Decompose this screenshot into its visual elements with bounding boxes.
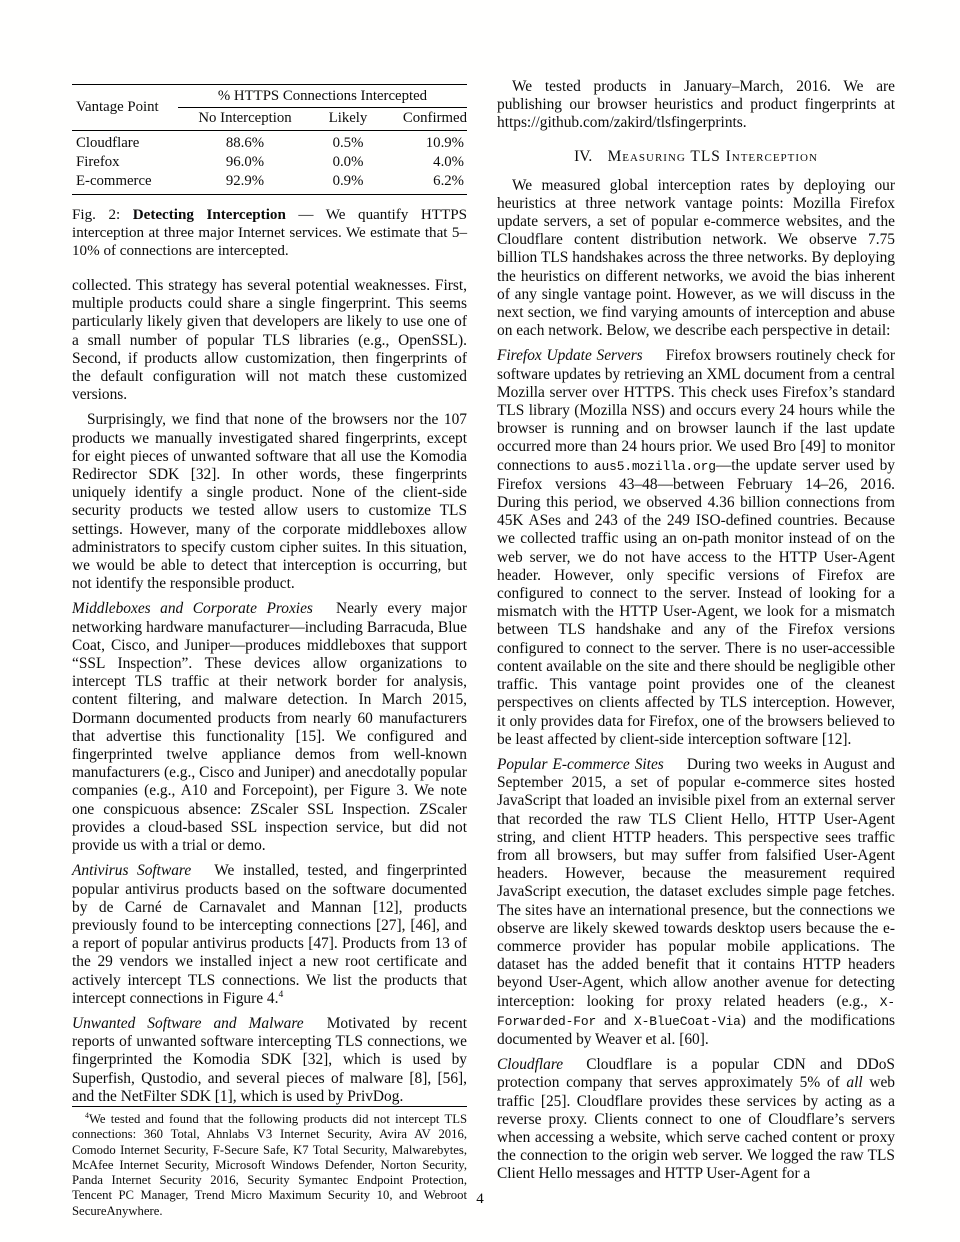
figure-2-table [72,84,467,195]
text-run: Nearly every major networking hardware manufacturer—including Barracuda, Blue Coat, Cisco, and Juniper—produces middleboxes that support “SSL Inspection”. These devices allow organizations to intercept TLS traffic at their network border for analysis, content filtering, and malware detection. In March 2015, Dormann documented products from nearly 60 manufacturers that advertise this functionality [15]. We configured and fingerprinted twelve appliance demos from well-known manufacturers (e.g., Cisco and Juniper) and anecdotally popular companies (e.g., A10 and Forcepoint), per Figure 3. We note one conspicuous absence: ZScaler SSL Inspection. ZScaler provides a cloud-based SSL inspection service, but did not provide us with a trial or demo. [72,600,467,855]
text-run-mono: X-Forwarded-For [497,994,895,1029]
text-run: —the update server used by Firefox versions 43–48—between February 14–26, 2016. During this period, we observed 4.36 billion connections from 45K ASes and 243 of the 249 ISO-defined countries. Because we collected traffic using an on-path monitor instead of on the web server, we do not have access to the HTTP User-Agent header. However, only specific versions of Firefox are configured to connect to the server. Instead of looking for a mismatch with the HTTP User-Agent, we look for a mismatch between TLS handshake and any of the Firefox versions configured to connect to the server. There is no user-accessible content available on the site and there should be negligible other traffic. This vantage point provides one of the cleanest perspectives on clients affected by TLS interception. However, it only provides data for Firefox, one of the browsers believed to be least affected by client-side interception software [12]. [497,456,895,748]
text-run: We tested products in January–March, 2016. We are publishing our browser heuristics and product fingerprints at https://github.com/zakird/tlsfingerprints. [497,78,895,132]
table-cell-label: E-commerce [76,173,152,189]
page-number: 4 [476,1191,484,1207]
lead-paragraph [497,347,895,748]
table-cell-value: 0.0% [332,154,364,170]
paragraph-lead-heading: Antivirus Software [72,862,192,880]
figure-caption-title: Detecting Interception [132,207,286,223]
right-column [497,78,895,1184]
text-run: Firefox browsers routinely check for software updates by retrieving an XML document from a central Mozilla server over HTTPS. This check uses Firefox’s standard TLS library (Mozilla NSS) and occurs every 24 hours while the browser is running and on browser launch if the last update occurred more than 24 hours prior. We used Bro [49] to monitor connections to [497,347,895,474]
lead-paragraph [497,1056,895,1183]
left-column [72,84,468,1218]
table-cell-value: 0.5% [332,135,364,151]
section-heading [497,148,895,166]
table-cell-value: 0.9% [332,173,364,189]
text-run: Motivated by recent reports of unwanted software intercepting TLS connections, we fingerprinted the Komodia SDK [32], which is used by Superfish, Qustodio, and several pieces of malware [8], [56], and the NetFilter SDK [1], which is used by PrivDog. [72,1014,468,1105]
text-run: Cloudflare is a popular CDN and DDoS protection company that serves approximately 5% of [497,1056,895,1092]
lead-paragraph [72,600,467,855]
table-cell-label: Firefox [76,154,120,170]
section-number: IV. [574,147,593,165]
table-cell-value: 92.9% [225,173,265,189]
lead-paragraph [72,1015,467,1106]
text-run: We measured global interception rates by deploying our heuristics at three network vantage points: Mozilla Firefox update servers, a set of popular e-commerce websites, and the Cloudflare content distribution network. We observe 7.75 billion TLS handshakes across the three networks. By deploying the heuristics on different networks, we avoid the bias inherent of any single vantage point. However, as we will discuss in the next section, we find varying amounts of interception and abuse on each network. Below, we describe each perspective in detail: [497,176,895,340]
table-cell-value: 88.6% [225,135,265,151]
lead-paragraph [72,862,467,1008]
paragraph-lead-heading: Firefox Update Servers [497,347,643,365]
section-title: Measuring TLS Interception [607,147,818,165]
text-run-mono: aus5.mozilla.org [593,458,716,474]
right-column-paragraphs-top [497,78,895,133]
table-cell-value: 6.2% [433,173,464,189]
paragraph [72,277,467,404]
paragraph-lead-heading: Cloudflare [497,1056,564,1074]
text-run: During two weeks in August and September 2015, a set of popular e-commerce sites hosted JavaScript that loaded an invisible pixel from an external server that recorded the raw TLS Client Hello, HTTP User-Agent string, and client HTTP headers. This perspective sees traffic from all browsers, but may suffer from falsified User-Agent headers. However, because the measurement required JavaScript execution, the dataset excludes simple page fetches. The sites have an international presence, but the connections we observe are likely skewed towards desktop users because the e-commerce provider has popular mobile applications. The dataset has the added benefit that it contains HTTP headers beyond User-Agent, which allow another avenue for detecting interception: looking for proxy related headers (e.g., [497,755,895,1010]
text-run-mono: X-BlueCoat-Via [634,1013,741,1029]
text-run-sup: 4 [278,988,284,1000]
table-subheader-likely: Likely [312,108,384,131]
paragraph [72,411,467,593]
left-column-paragraphs [72,277,467,1106]
footnote-marker: 4 [85,1110,89,1120]
figure-caption [72,206,467,260]
text-run: We installed, tested, and fingerprinted popular antivirus products based on the software documented by de Carné de Carnavalet and Mannan [12], products previously found to be intercepting connections [27], [46], and a report of popular antivirus products [47]. Products from 13 of the 29 vendors we installed inject a new root certificate and actively intercept TLS connections. We list the products that intercept connections in Figure 4. [72,862,467,1007]
table-header-vantage-point: Vantage Point [72,85,178,131]
table-row [72,153,467,172]
table-cell-value: 10.9% [425,135,464,151]
paragraph-lead-heading: Popular E-commerce Sites [497,755,664,773]
text-run: collected. This strategy has several potential weaknesses. First, multiple products could share a single fingerprint. This seems particularly likely given that developers are likely to use one of a small number of popular TLS libraries (e.g., OpenSSL). Second, if products allow customization, then fingerprints of the default configuration will not match these customized versions. [72,277,467,404]
text-run: and [596,1011,634,1029]
paragraph [497,177,895,341]
table-cell-value: 4.0% [433,154,464,170]
table-subheader-confirmed: Confirmed [384,108,467,131]
figure-2-block [72,84,467,260]
table-row [72,172,467,195]
paragraph [497,78,895,133]
text-run: Surprisingly, we find that none of the browsers nor the 107 products we manually investigated shared fingerprints, except for eight pieces of unwanted software that all use the Komodia Redirector SDK [32]. In other words, these fingerprints uniquely identify a single product. None of the client-side security products we tested allow users to customize TLS settings. However, many of the corporate middleboxes allow administrators to specify custom cipher suites. In this situation, we would be able to detect that interception is occurring, but not identify the responsible product. [72,411,467,593]
paragraph-lead-heading: Unwanted Software and Malware [72,1014,304,1032]
table-subheader-no-interception: No Interception [178,108,312,131]
lead-paragraph [497,756,895,1049]
paragraph-lead-heading: Middleboxes and Corporate Proxies [72,600,313,618]
text-run: ) and the modifications documented by Weaver et al. [60]. [497,1011,895,1048]
table-cell-value: 96.0% [225,154,265,170]
right-column-paragraphs-body [497,177,895,1184]
table-group-header: % HTTPS Connections Intercepted [178,85,467,108]
figure-caption-label: Fig. 2: [72,207,133,223]
table-cell-label: Cloudflare [76,135,140,151]
table-row [72,131,467,154]
figure-caption-text: — We quantify HTTPS interception at three major Internet services. We estimate that 5–10% of connections are intercepted. [72,207,467,259]
text-run-italic: all [846,1074,863,1092]
footnote-body: We tested and found that the following products did not intercept TLS connections: 360 Total, Ahnlabs V3 Internet Security, Avira AV 2016, Comodo Internet Security, F-Secure Safe, K7 Total Security, Malwarebytes, McAfee Internet Security, Microsoft Windows Defender, Norton Security, Panda Internet Security 2016, Security Symantec Endpoint Protection, Tencent PC Manager, Trend Micro Maximum Security 10, and Webroot SecureAnywhere. [72,1111,467,1218]
text-run: web traffic [25]. Cloudflare provides these services by acting as a reverse proxy. Clients connect to one of Cloudflare’s servers when accessing a website, which serve cached content or proxy the connection to the origin web server. We logged the raw TLS Client Hello messages and HTTP User-Agent for a [497,1074,895,1183]
